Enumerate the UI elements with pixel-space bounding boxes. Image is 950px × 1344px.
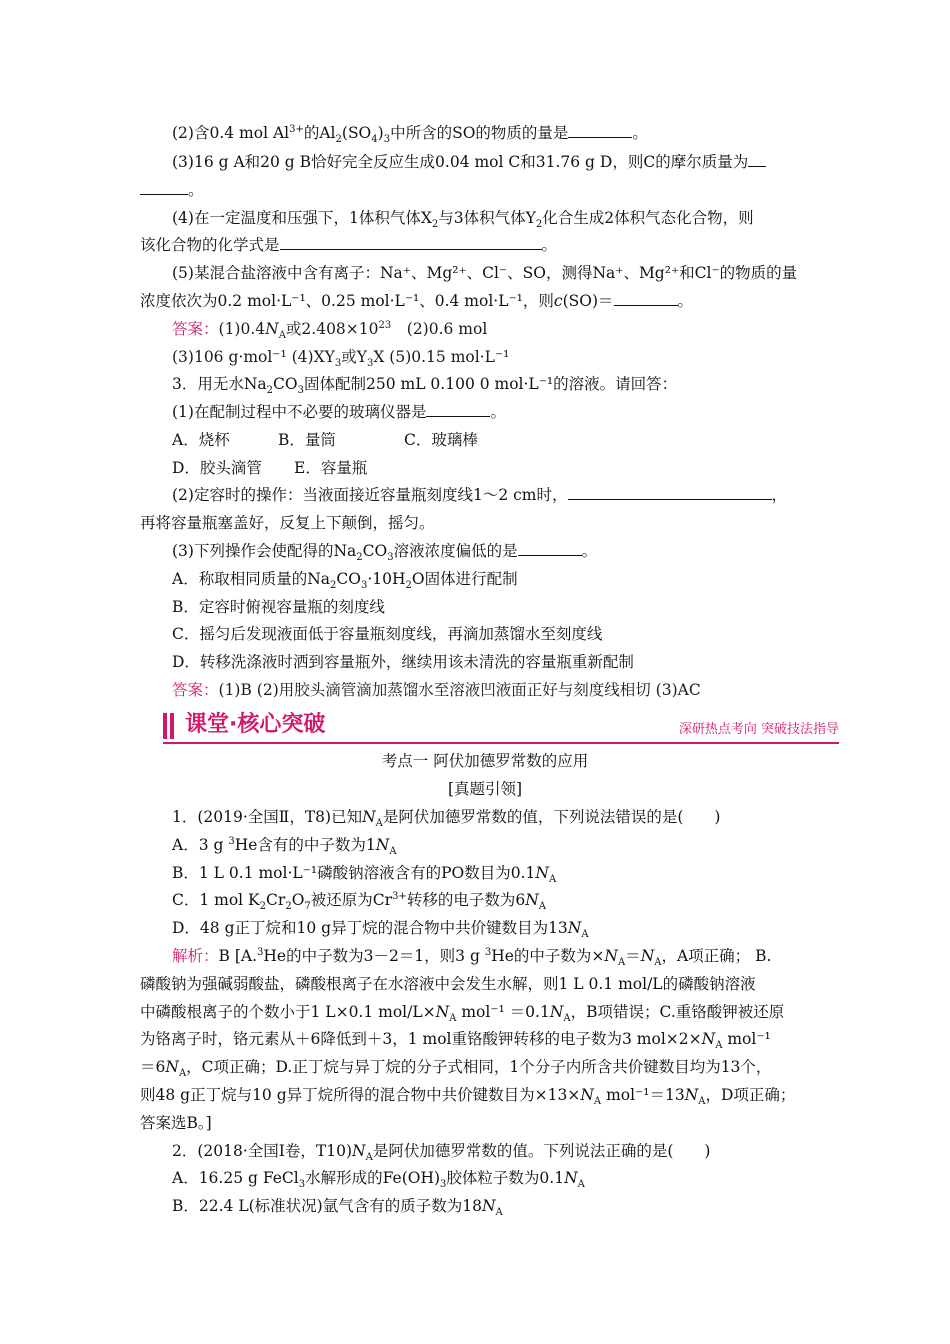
problem-1-option-b: B．1 L 0.1 mol·L⁻¹磷酸钠溶液含有的PO数目为$0.1N_A$ [172, 864, 557, 886]
analysis-line7: 答案选B。] [140, 1114, 212, 1132]
banner-bars-icon [163, 713, 177, 739]
q2-part5-line1: (5)某混合盐溶液中含有离子：Na⁺、Mg²⁺、Cl⁻、SO，测得Na⁺、Mg²⁺和Cl⁻的物质的量 [172, 264, 798, 282]
problem-2-option-b: B．22.4 L(标准状况)氩气含有的质子数为$18N_A$ [172, 1197, 503, 1219]
analysis-line5: $=6N_A$，C项正确；D.正丁烷与异丁烷的分子式相同，1个分子内所含共价键数目均为13个， [140, 1058, 772, 1080]
q3-part1: (1)在配制过程中不必要的玻璃仪器是 。 [172, 403, 506, 421]
analysis-line2: 磷酸钠为强碱弱酸盐，磷酸根离子在水溶液中会发生水解，则1 L 0.1 mol/L的磷酸钠溶液 [140, 975, 756, 993]
q2-part4-line1: (4)在一定温度和压强下，1体积气体$X_2$与3体积气体$Y_2$化合生成2体积气态化合物，则 [172, 209, 754, 231]
answer-label: 答案： [172, 681, 219, 699]
q3-part3: (3)下列操作会使配得的$Na_2CO_3$溶液浓度偏低的是 。 [172, 542, 598, 564]
answer-blank [748, 152, 766, 167]
q3-choice-d: D．转移洗涤液时洒到容量瓶外，继续用该未清洗的容量瓶重新配制 [172, 653, 634, 671]
answer-1-line1: 答案：$(1)0.4N_A$或$2.408\times 10^{23}$ (2)0.6 mol [172, 319, 488, 342]
answer-1-line2: (3)106 g·mol⁻¹ $(4)XY_3$或$Y_3X$ (5)0.15 mol·L⁻¹ [172, 348, 510, 370]
answer-blank [614, 291, 678, 306]
banner-title: 课堂·核心突破 [185, 712, 326, 737]
problem-2-stem: 2．(2018·全国Ⅰ卷，$T10)N_A$是阿伏加德罗常数的值。下列说法正确的是( ) [172, 1142, 711, 1164]
q2-part4-line2: 该化合物的化学式是 。 [140, 236, 558, 254]
section-subtitle: [真题引领] [447, 780, 523, 798]
answer-label: 答案： [172, 320, 219, 338]
problem-1-option-d: D．48 g正丁烷和10 g异丁烷的混合物中共价键数目为$13N_A$ [172, 919, 589, 941]
analysis-line6: 则48 g正丁烷与10 g异丁烷所得的混合物中共价键数目为$\times 13\times N_A$ $mol^{-1}=13N_A$，D项正确； [140, 1086, 796, 1108]
section-banner [163, 709, 839, 743]
q3-stem: 3．用无水$Na_2CO_3$固体配制250 mL 0.100 0 mol·L⁻¹的溶液。请回答： [172, 375, 678, 397]
q2-part5-line2: 浓度依次为0.2 mol·L⁻¹、0.25 mol·L⁻¹、0.4 mol·L⁻¹，则c(SO)＝ 。 [140, 292, 694, 310]
problem-1-option-c: C．1 mol $K_2Cr_2O_7$被还原为$Cr^{3+}$转移的电子数为$6N_A$ [172, 890, 546, 913]
banner-subtitle: 深研热点考向 突破技法指导 [678, 722, 839, 737]
q2-part3-line2: 。 [140, 179, 830, 201]
section-title: 考点一 阿伏加德罗常数的应用 [381, 752, 589, 770]
answer-blank [568, 485, 772, 500]
analysis-line3: 中磷酸根离子的个数小于1 L×0.1 mol/$L\times N_A$ $mol^{-1} =0.1N_A$，B项错误；C.重铬酸钾被还原 [140, 1003, 785, 1025]
answer-blank [280, 235, 542, 250]
q2-part2-line: (2)含0.4 mol $Al^{3+}$的$Al_2(SO_4)_3$中所含的SO的物质的量是 。 [172, 123, 648, 146]
analysis-line4: 为铬离子时，铬元素从＋6降低到＋3，1 mol重铬酸钾转移的电子数为3 $mol\times 2\times N_A$ mol⁻¹ [140, 1030, 771, 1052]
analysis-label: 解析： [172, 947, 219, 965]
problem-1-stem: 1．(2019·全国Ⅱ，T8)已知$N_A$是阿伏加德罗常数的值，下列说法错误的是( ) [172, 808, 721, 830]
q3-choice-b: B．定容时俯视容量瓶的刻度线 [172, 598, 385, 616]
q2-part3-line1: (3)16 g A和20 g B恰好完全反应生成0.04 mol C和31.76 g D，则C的摩尔质量为 [172, 151, 862, 173]
problem-2-option-a: A．16.25 g FeCl$_3$水解形成的$Fe(OH)_3$胶体粒子数为$0.1N_A$ [172, 1169, 585, 1191]
answer-blank [568, 123, 632, 138]
q3-options-row2: D．胶头滴管 E．容量瓶 [172, 459, 368, 477]
q3-choice-c: C．摇匀后发现液面低于容量瓶刻度线，再滴加蒸馏水至刻度线 [172, 625, 603, 643]
analysis-line1: 解析：B [A.$^3$He的中子数为3－2＝1，则3 g $^3$He的中子数为$\times N_A=N_A$，A项正确； B. [172, 946, 772, 969]
q3-part2-line1: (2)定容时的操作：当液面接近容量瓶刻度线1～2 cm时， ， [172, 486, 788, 504]
problem-1-option-a: A．3 g $^3$He含有的中子数为$1N_A$ [172, 835, 397, 858]
answer-blank [426, 402, 490, 417]
answer-blank [140, 180, 188, 195]
q3-options-row1: A．烧杯 B．量筒 C．玻璃棒 [172, 431, 478, 449]
banner-underline [163, 742, 839, 744]
q3-part2-line2: 再将容量瓶塞盖好，反复上下颠倒，摇匀。 [140, 514, 435, 532]
answer-blank [518, 541, 582, 556]
q3-choice-a: A．称取相同质量的$Na_2CO_3\cdot 10H_2O$固体进行配制 [172, 570, 518, 592]
answer-2: 答案：(1)B (2)用胶头滴管滴加蒸馏水至溶液凹液面正好与刻度线相切 (3)AC [172, 681, 701, 699]
